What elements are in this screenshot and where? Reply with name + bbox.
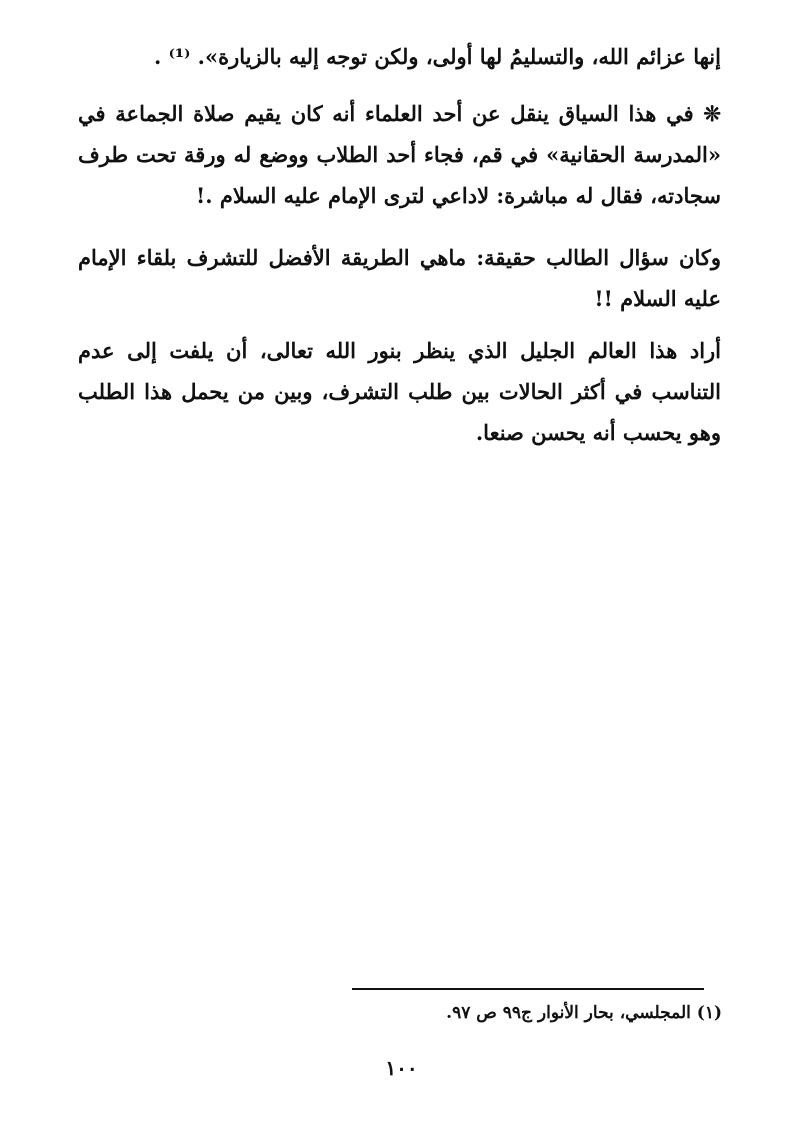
- page-number: ١٠٠: [385, 1056, 418, 1080]
- footnote: [200, 998, 722, 1028]
- paragraph-1: [78, 36, 721, 77]
- paragraph-3-text: وكان سؤال الطالب حقيقة: ماهي الطريقة الأفضل للتشرف بلقاء الإمام عليه السلام !!: [78, 245, 721, 311]
- paragraph-1-text: إنها عزائم الله، والتسليمُ لها أولى، ولكن توجه إليه بالزيارة». ⁽¹⁾ .: [154, 44, 721, 69]
- paragraph-2-text: ❊ في هذا السياق ينقل عن أحد العلماء أنه كان يقيم صلاة الجماعة في «المدرسة الحقانية» في قم، فجاء أحد الطلاب ووضع له ورقة تحت طرف سجادته، فقال له مباشرة: لاداعي لترى الإمام عليه السلام .!: [78, 101, 721, 208]
- footnote-separator: [352, 988, 704, 990]
- paragraph-4: [78, 330, 721, 453]
- paragraph-4-text: أراد هذا العالم الجليل الذي ينظر بنور الله تعالى، أن يلفت إلى عدم التناسب في أكثر الحالات بين طلب التشرف، وبين من يحمل هذا الطلب وهو يحسب أنه يحسن صنعا.: [78, 338, 721, 445]
- footnote-text: (١) المجلسي، بحار الأنوار ج٩٩ ص ٩٧.: [446, 1003, 722, 1023]
- paragraph-2: [78, 93, 721, 216]
- paragraph-3: [78, 237, 721, 319]
